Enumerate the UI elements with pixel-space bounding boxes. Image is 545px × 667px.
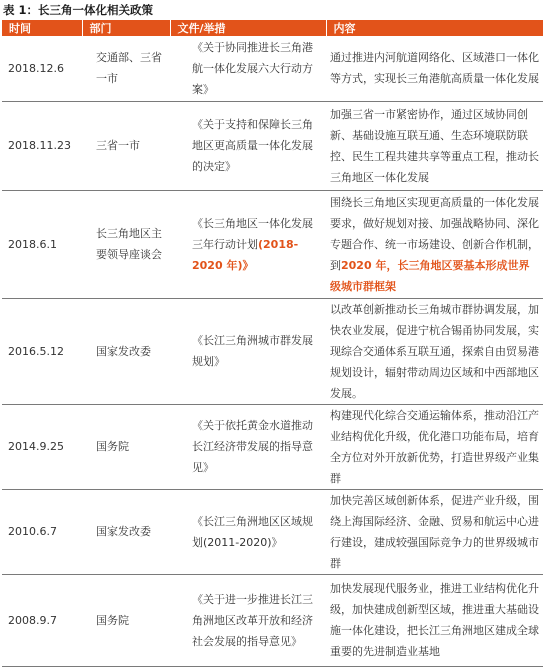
cell-time: 2016.5.12	[2, 298, 82, 404]
cell-document: 《关于进一步推进长江三角洲地区改革开放和经济社会发展的指导意见》	[170, 574, 326, 666]
table-row	[2, 101, 543, 190]
cell-time: 2010.6.7	[2, 489, 82, 574]
cell-content: 加快完善区域创新体系，促进产业升级，围绕上海国际经济、金融、贸易和航运中心进行建设，建成较强国际竞争力的世界级城市群	[326, 489, 543, 574]
cell-content: 构建现代化综合交通运输体系，推动沿江产业结构优化升级，优化港口功能布局，培育全方位对外开放新优势，打造世界级产业集群	[326, 404, 543, 489]
cell-department: 国务院	[82, 404, 170, 489]
cell-content: 通过推进内河航道网络化、区域港口一体化等方式，实现长三角港航高质量一体化发展	[326, 36, 543, 101]
cell-content: 加强三省一市紧密协作，通过区域协同创新、基础设施互联互通、生态环境联防联控、民生工程共建共享等重点工程，推动长三角地区一体化发展	[326, 101, 543, 190]
table-row	[2, 489, 543, 574]
cell-department: 国家发改委	[82, 489, 170, 574]
table-header-row	[2, 20, 543, 36]
header-time: 时间	[2, 20, 82, 36]
table-row	[2, 36, 543, 101]
cell-document: 《关于协同推进长三角港航一体化发展六大行动方案》	[170, 36, 326, 101]
cell-department: 交通部、三省一市	[82, 36, 170, 101]
policy-table	[2, 20, 543, 667]
cell-department: 长三角地区主要领导座谈会	[82, 190, 170, 298]
table-row	[2, 190, 543, 298]
cell-time: 2008.9.7	[2, 574, 82, 666]
cell-time: 2018.6.1	[2, 190, 82, 298]
cell-department: 国务院	[82, 574, 170, 666]
cell-document: 《关于依托黄金水道推动长江经济带发展的指导意见》	[170, 404, 326, 489]
cell-document: 《长江三角洲城市群发展规划》	[170, 298, 326, 404]
cell-time: 2014.9.25	[2, 404, 82, 489]
document-highlight: (2018-2020 年)》	[192, 237, 299, 272]
cell-department: 国家发改委	[82, 298, 170, 404]
document-text: 《长三角地区一体化发展三年行动计划	[192, 216, 313, 251]
header-document: 文件/举措	[170, 20, 326, 36]
content-highlight: 2020 年，长三角地区要基本形成世界级城市群框架	[330, 258, 530, 293]
cell-department: 三省一市	[82, 101, 170, 190]
header-department: 部门	[82, 20, 170, 36]
cell-time: 2018.11.23	[2, 101, 82, 190]
cell-content	[326, 190, 543, 298]
table-title: 表 1：长三角一体化相关政策	[3, 3, 154, 17]
cell-document	[170, 190, 326, 298]
cell-document: 《长江三角洲地区区域规划(2011-2020)》	[170, 489, 326, 574]
cell-content: 以改革创新推动长三角城市群协调发展，加快农业发展，促进宁杭合锡甬协同发展，实现综合交通体系互联互通，探索自由贸易港规划设计，辐射带动周边区域和中西部地区发展。	[326, 298, 543, 404]
table-row	[2, 404, 543, 489]
header-content: 内容	[326, 20, 543, 36]
cell-time: 2018.12.6	[2, 36, 82, 101]
content-text: 围绕长三角地区实现更高质量的一体化发展要求，做好规划对接、加强战略协同、深化专题合作、统一市场建设、创新合作机制，到	[330, 195, 539, 272]
cell-document: 《关于支持和保障长三角地区更高质量一体化发展的决定》	[170, 101, 326, 190]
table-row	[2, 574, 543, 666]
cell-content: 加快发展现代服务业，推进工业结构优化升级，加快建成创新型区域，推进重大基础设施一体化建设，把长江三角洲地区建成全球重要的先进制造业基地	[326, 574, 543, 666]
table-row	[2, 298, 543, 404]
